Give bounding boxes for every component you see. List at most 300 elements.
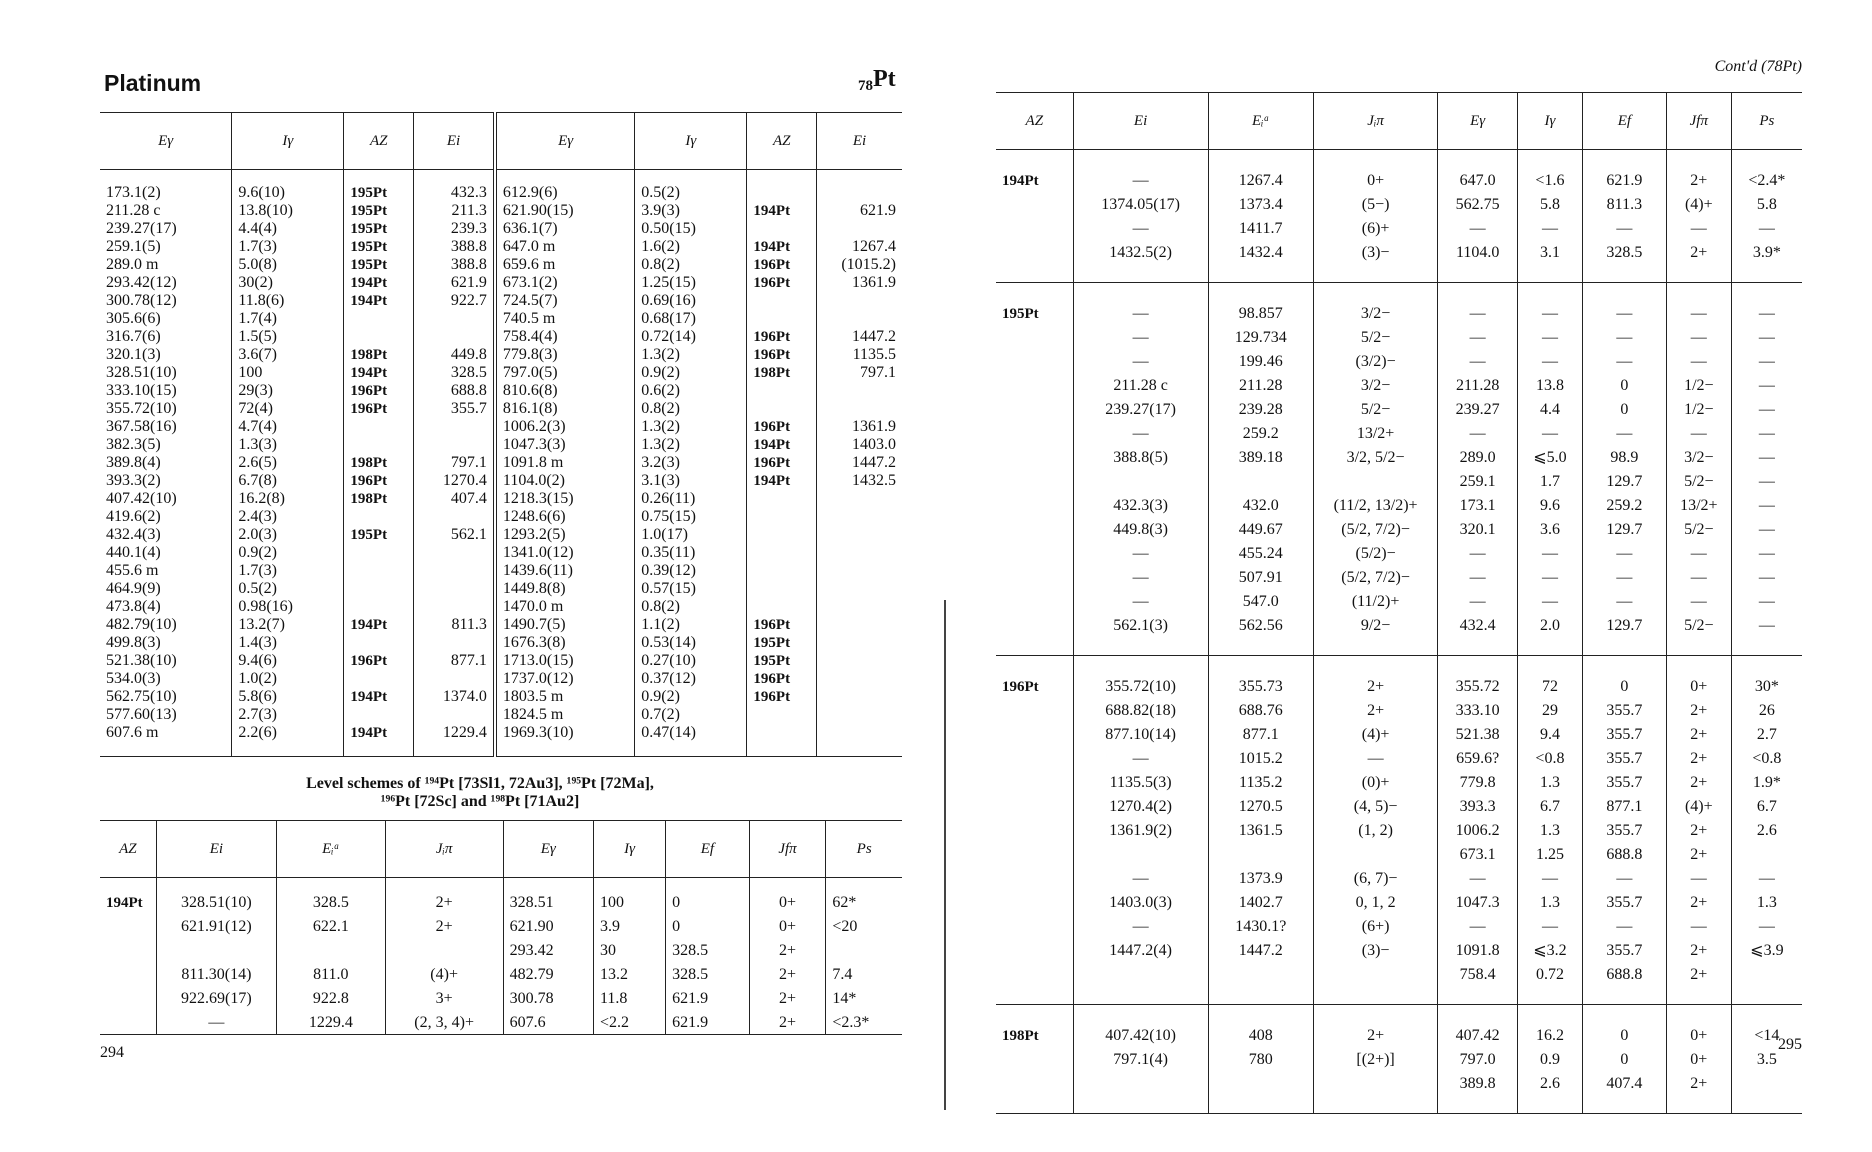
table-cell: — xyxy=(1731,421,1802,445)
table-cell: 98.9 xyxy=(1582,445,1666,469)
gamma-cell: 1.5(5) xyxy=(238,328,277,345)
gamma-cell xyxy=(420,310,487,328)
table-cell: 211.28 c xyxy=(1073,373,1208,397)
gamma-cell: 3.2(3) xyxy=(641,454,680,471)
table-row xyxy=(996,150,1802,193)
gamma-cell: 1470.0 m xyxy=(502,598,564,615)
table-row xyxy=(996,866,1802,890)
table-row xyxy=(996,216,1802,240)
table-cell xyxy=(100,914,156,938)
gamma-cell xyxy=(753,580,810,598)
col-header: Eγ xyxy=(1438,93,1518,150)
gamma-cell: 440.1(4) xyxy=(106,544,161,561)
gamma-cell xyxy=(350,508,407,526)
table-cell: 98.857 xyxy=(1208,283,1313,326)
gamma-cell xyxy=(420,670,487,688)
isotope-label xyxy=(996,698,1073,722)
gamma-cell: 0.68(17) xyxy=(641,310,696,327)
table-cell: 407.42 xyxy=(1438,1005,1518,1048)
gamma-cell: 740.5 m xyxy=(502,310,556,327)
table-cell: 355.7 xyxy=(1582,770,1666,794)
table-cell xyxy=(1208,469,1313,493)
table-cell: 2.7 xyxy=(1731,722,1802,746)
table-cell: 621.9 xyxy=(1582,150,1666,193)
table-row xyxy=(996,613,1802,656)
isotope-label: 195Pt xyxy=(996,283,1073,326)
gamma-cell: 464.9(9) xyxy=(106,580,161,597)
table-cell: 239.28 xyxy=(1208,397,1313,421)
table-cell: 5.8 xyxy=(1731,192,1802,216)
table-cell: — xyxy=(1731,325,1802,349)
table-cell: 797.0 xyxy=(1438,1047,1518,1071)
table-cell: (11/2, 13/2)+ xyxy=(1313,493,1437,517)
gamma-cell: 877.1 xyxy=(450,652,487,669)
table-cell: 328.5 xyxy=(666,962,750,986)
table-cell: 2+ xyxy=(1666,962,1731,1005)
isotope-label xyxy=(996,746,1073,770)
table-cell: — xyxy=(1731,565,1802,589)
table-row xyxy=(996,240,1802,283)
table-cell: 5/2− xyxy=(1313,397,1437,421)
gamma-cell: 1.6(2) xyxy=(641,238,680,255)
table-cell: 407.42(10) xyxy=(1073,1005,1208,1048)
table-cell: 2+ xyxy=(1666,722,1731,746)
table-cell: 2+ xyxy=(385,878,503,915)
isotope-label xyxy=(996,493,1073,517)
gamma-cell: 1248.6(6) xyxy=(502,508,566,525)
gamma-cell: 194Pt xyxy=(350,293,388,309)
table-cell: — xyxy=(1582,349,1666,373)
isotope-label xyxy=(996,373,1073,397)
col-header: Eᵢᵃ xyxy=(1208,93,1313,150)
table-cell: 3.9* xyxy=(1731,240,1802,283)
element-symbol-text: Pt xyxy=(873,66,896,92)
table-row xyxy=(996,469,1802,493)
gamma-cell xyxy=(753,598,810,616)
gamma-cell: 455.6 m xyxy=(106,562,159,579)
gamma-cell: 196Pt xyxy=(350,383,388,399)
table-cell: — xyxy=(1731,373,1802,397)
gamma-cell: 1803.5 m xyxy=(502,688,564,705)
table-cell: 129.7 xyxy=(1582,613,1666,656)
gamma-cell: 2.6(5) xyxy=(238,454,277,471)
table-cell: 355.7 xyxy=(1582,818,1666,842)
table-cell: (3/2)− xyxy=(1313,349,1437,373)
table-cell xyxy=(385,938,503,962)
table-row xyxy=(100,986,902,1010)
table-cell: 239.27 xyxy=(1438,397,1518,421)
table-cell: 355.7 xyxy=(1582,698,1666,722)
table-row xyxy=(996,192,1802,216)
gamma-cell: 3.9(3) xyxy=(641,202,680,219)
table-cell: — xyxy=(1731,397,1802,421)
gamma-cell: 0.57(15) xyxy=(641,580,696,597)
table-cell: 688.76 xyxy=(1208,698,1313,722)
table-row xyxy=(996,565,1802,589)
table-cell: — xyxy=(1582,216,1666,240)
table-cell: — xyxy=(1073,565,1208,589)
table-cell: 2.6 xyxy=(1518,1071,1583,1114)
table-cell: 100 xyxy=(594,878,666,915)
col-header: AZ xyxy=(344,113,414,170)
gamma-cell: 407.42(10) xyxy=(106,490,177,507)
table-cell: — xyxy=(1666,914,1731,938)
isotope-label xyxy=(996,794,1073,818)
table-cell xyxy=(1073,842,1208,866)
gamma-cell: 196Pt xyxy=(753,617,791,633)
table-cell: — xyxy=(1438,914,1518,938)
table-cell xyxy=(1208,842,1313,866)
table-cell: 3+ xyxy=(385,986,503,1010)
gamma-cell xyxy=(420,580,487,598)
gamma-cell xyxy=(823,688,896,706)
gamma-cell xyxy=(420,706,487,724)
table-cell: 758.4 xyxy=(1438,962,1518,1005)
gamma-cell xyxy=(823,580,896,598)
table-cell: (4)+ xyxy=(385,962,503,986)
table-cell: 355.73 xyxy=(1208,656,1313,699)
page-number: 294 xyxy=(100,1044,124,1061)
table-cell: 355.7 xyxy=(1582,938,1666,962)
gamma-cell: 211.28 c xyxy=(106,202,161,219)
gamma-ray-table xyxy=(100,112,902,757)
gamma-cell xyxy=(350,328,407,346)
gamma-cell: 355.72(10) xyxy=(106,400,177,417)
gamma-cell xyxy=(350,580,407,598)
table-cell: 1430.1? xyxy=(1208,914,1313,938)
isotope-label xyxy=(996,349,1073,373)
table-cell: 3/2− xyxy=(1313,283,1437,326)
col-header: Ps xyxy=(826,821,902,878)
gamma-cell: 4.4(4) xyxy=(238,220,277,237)
table-cell: 2+ xyxy=(1666,770,1731,794)
table-cell: 2+ xyxy=(1313,1005,1437,1048)
table-cell: 13.2 xyxy=(594,962,666,986)
gamma-cell: 1229.4 xyxy=(442,724,487,741)
table-cell: 2+ xyxy=(385,914,503,938)
table-cell: — xyxy=(1666,283,1731,326)
table-cell: 0 xyxy=(666,914,750,938)
gamma-cell: 811.3 xyxy=(451,616,487,633)
gamma-cell xyxy=(350,562,407,580)
caption-line: Level schemes of ¹⁹⁴Pt [73Sl1, 72Au3], ¹⁹⁵Pt [72Ma], xyxy=(306,775,654,792)
gamma-cell: 196Pt xyxy=(350,473,388,489)
table-row xyxy=(100,938,902,962)
table-cell: 455.24 xyxy=(1208,541,1313,565)
table-cell: — xyxy=(1438,541,1518,565)
table-cell: 0 xyxy=(1582,656,1666,699)
table-cell: 3.1 xyxy=(1518,240,1583,283)
gamma-cell xyxy=(350,544,407,562)
table-cell: 673.1 xyxy=(1438,842,1518,866)
gamma-cell: 382.3(5) xyxy=(106,436,161,453)
gamma-cell: 194Pt xyxy=(350,689,388,705)
table-cell: 1447.2(4) xyxy=(1073,938,1208,962)
level-scheme-caption xyxy=(230,775,730,811)
gamma-cell: 196Pt xyxy=(350,401,388,417)
gamma-cell: 0.8(2) xyxy=(641,598,680,615)
table-cell: 621.9 xyxy=(666,1010,750,1035)
gamma-cell: 1.3(2) xyxy=(641,436,680,453)
gamma-cell: 1447.2 xyxy=(852,454,896,471)
gamma-cell xyxy=(420,328,487,346)
table-row xyxy=(996,818,1802,842)
gamma-cell xyxy=(823,184,896,202)
isotope-label xyxy=(996,613,1073,656)
gamma-cell: 1135.5 xyxy=(852,346,896,363)
col-header: Iγ xyxy=(232,113,344,170)
isotope-label xyxy=(996,397,1073,421)
table-cell: — xyxy=(1518,589,1583,613)
table-cell: 0+ xyxy=(1313,150,1437,193)
table-cell: 333.10 xyxy=(1438,698,1518,722)
gamma-cell: 2.2(6) xyxy=(238,724,277,741)
gamma-cell: 194Pt xyxy=(350,275,388,291)
table-cell: 3.5 xyxy=(1731,1047,1802,1071)
table-cell: 2+ xyxy=(1666,746,1731,770)
table-cell: 211.28 xyxy=(1438,373,1518,397)
gamma-cell: 196Pt xyxy=(753,275,791,291)
table-cell: 1.3 xyxy=(1518,890,1583,914)
table-cell: 449.8(3) xyxy=(1073,517,1208,541)
gamma-cell xyxy=(420,544,487,562)
gamma-cell: 607.6 m xyxy=(106,724,159,741)
table-cell: — xyxy=(1582,421,1666,445)
gamma-cell: 1218.3(15) xyxy=(502,490,574,507)
gamma-cell xyxy=(753,508,810,526)
table-cell: — xyxy=(1582,589,1666,613)
table-cell: 5/2− xyxy=(1666,613,1731,656)
gamma-cell: 647.0 m xyxy=(502,238,556,255)
gamma-cell: 195Pt xyxy=(753,635,791,651)
table-cell: 7.4 xyxy=(826,962,902,986)
table-cell: 3/2− xyxy=(1313,373,1437,397)
table-cell: 780 xyxy=(1208,1047,1313,1071)
gamma-cell: 1447.2 xyxy=(852,328,896,345)
table-cell: 1411.7 xyxy=(1208,216,1313,240)
gamma-cell: 196Pt xyxy=(753,689,791,705)
gamma-cell: 0.9(2) xyxy=(238,544,277,561)
table-cell: 1.3 xyxy=(1518,770,1583,794)
table-cell: 1.7 xyxy=(1518,469,1583,493)
gamma-cell xyxy=(350,310,407,328)
table-cell: 1432.5(2) xyxy=(1073,240,1208,283)
table-cell: 1373.4 xyxy=(1208,192,1313,216)
ei-column xyxy=(817,170,902,757)
table-cell: 2+ xyxy=(1666,698,1731,722)
table-cell: (3)− xyxy=(1313,938,1437,962)
table-row xyxy=(996,493,1802,517)
table-cell: — xyxy=(1582,283,1666,326)
col-header: AZ xyxy=(747,113,817,170)
gamma-cell: 333.10(15) xyxy=(106,382,177,399)
isotope-label: 194Pt xyxy=(1002,173,1039,189)
table-row xyxy=(996,373,1802,397)
table-cell: 0.72 xyxy=(1518,962,1583,1005)
level-table-header xyxy=(100,821,902,878)
gamma-cell xyxy=(350,598,407,616)
table-cell: 688.8 xyxy=(1582,842,1666,866)
gamma-cell: 0.53(14) xyxy=(641,634,696,651)
table-cell: 621.9 xyxy=(666,986,750,1010)
table-cell: 16.2 xyxy=(1518,1005,1583,1048)
gamma-cell: 30(2) xyxy=(238,274,273,291)
table-cell: 2+ xyxy=(1666,818,1731,842)
table-cell xyxy=(1073,1071,1208,1114)
table-cell: 1091.8 xyxy=(1438,938,1518,962)
table-cell: 129.7 xyxy=(1582,517,1666,541)
isotope-label xyxy=(996,962,1073,1005)
table-cell: 9.6 xyxy=(1518,493,1583,517)
gamma-cell xyxy=(823,706,896,724)
gamma-cell xyxy=(350,634,407,652)
table-cell: 1229.4 xyxy=(276,1010,385,1035)
gamma-cell: 0.5(2) xyxy=(641,184,680,201)
col-header: Jfπ xyxy=(1666,93,1731,150)
isotope-label xyxy=(996,445,1073,469)
gamma-cell: 688.8 xyxy=(450,382,487,399)
table-cell: <0.8 xyxy=(1731,746,1802,770)
gamma-cell xyxy=(823,670,896,688)
table-cell: — xyxy=(1731,469,1802,493)
table-cell: — xyxy=(1666,421,1731,445)
table-cell: 562.75 xyxy=(1438,192,1518,216)
table-cell: — xyxy=(1438,565,1518,589)
isotope-label xyxy=(996,240,1073,283)
gamma-cell: 195Pt xyxy=(350,185,388,201)
gamma-cell: 388.8 xyxy=(450,238,487,255)
gamma-cell: 198Pt xyxy=(350,347,388,363)
gamma-cell: 1490.7(5) xyxy=(502,616,566,633)
table-cell: (6)+ xyxy=(1313,216,1437,240)
table-cell: 1047.3 xyxy=(1438,890,1518,914)
table-cell: 30* xyxy=(1731,656,1802,699)
table-cell: 6.7 xyxy=(1518,794,1583,818)
gamma-cell: 810.6(8) xyxy=(502,382,558,399)
gamma-cell: 100 xyxy=(238,364,263,381)
gamma-cell: 1267.4 xyxy=(852,238,896,255)
igamma-column xyxy=(635,170,747,757)
gamma-cell: 195Pt xyxy=(350,527,388,543)
table-cell: 355.72(10) xyxy=(1073,656,1208,699)
table-cell: 922.69(17) xyxy=(156,986,276,1010)
table-cell: — xyxy=(1518,866,1583,890)
table-cell: 328.5 xyxy=(1582,240,1666,283)
az-column xyxy=(344,170,414,757)
table-cell: 562.56 xyxy=(1208,613,1313,656)
table-row xyxy=(996,325,1802,349)
col-header: Ei xyxy=(1073,93,1208,150)
table-cell: 2+ xyxy=(1666,150,1731,193)
table-cell: — xyxy=(1313,746,1437,770)
table-cell: 482.79 xyxy=(503,962,593,986)
table-cell: 2+ xyxy=(1313,698,1437,722)
gamma-cell: 196Pt xyxy=(753,419,791,435)
isotope-label xyxy=(996,866,1073,890)
gamma-cell: 259.1(5) xyxy=(106,238,161,255)
table-cell: — xyxy=(1518,565,1583,589)
table-cell: 607.6 xyxy=(503,1010,593,1035)
table-cell: 2.0 xyxy=(1518,613,1583,656)
table-cell: — xyxy=(1518,325,1583,349)
table-cell xyxy=(1313,962,1437,1005)
table-row xyxy=(100,962,902,986)
table-cell: (5/2)− xyxy=(1313,541,1437,565)
gamma-cell xyxy=(823,598,896,616)
gamma-cell: 2.7(3) xyxy=(238,706,277,723)
gamma-cell: 9.6(10) xyxy=(238,184,285,201)
gamma-cell: 388.8 xyxy=(450,256,487,273)
isotope-label xyxy=(996,589,1073,613)
table-cell xyxy=(276,938,385,962)
table-cell: 1135.5(3) xyxy=(1073,770,1208,794)
gamma-cell: 300.78(12) xyxy=(106,292,177,309)
gamma-cell xyxy=(823,526,896,544)
table-cell: 407.4 xyxy=(1582,1071,1666,1114)
table-cell: — xyxy=(1666,349,1731,373)
table-cell: 1104.0 xyxy=(1438,240,1518,283)
table-row xyxy=(996,746,1802,770)
gamma-cell: 407.4 xyxy=(450,490,487,507)
table-row xyxy=(996,1005,1802,1048)
gamma-cell xyxy=(420,634,487,652)
col-header: Jfπ xyxy=(749,821,826,878)
table-cell: — xyxy=(1666,541,1731,565)
gamma-cell xyxy=(420,562,487,580)
table-cell: 1267.4 xyxy=(1208,150,1313,193)
table-cell: 129.734 xyxy=(1208,325,1313,349)
table-row xyxy=(996,1071,1802,1114)
gamma-cell: 328.51(10) xyxy=(106,364,177,381)
table-cell: — xyxy=(1073,914,1208,938)
level-table-header xyxy=(996,93,1802,150)
table-cell: 811.0 xyxy=(276,962,385,986)
table-cell: 1135.2 xyxy=(1208,770,1313,794)
table-cell: 2+ xyxy=(749,986,826,1010)
gamma-cell: 0.39(12) xyxy=(641,562,696,579)
table-cell: 9/2− xyxy=(1313,613,1437,656)
col-header: Eᵢᵃ xyxy=(276,821,385,878)
table-cell: 13/2+ xyxy=(1666,493,1731,517)
table-cell: — xyxy=(1582,325,1666,349)
table-cell: 1270.5 xyxy=(1208,794,1313,818)
gamma-cell: 195Pt xyxy=(350,221,388,237)
table-cell: 0.9 xyxy=(1518,1047,1583,1071)
col-header: Eγ xyxy=(495,113,635,170)
col-header: Ei xyxy=(156,821,276,878)
table-row xyxy=(996,914,1802,938)
gamma-cell: 195Pt xyxy=(350,239,388,255)
gamma-cell xyxy=(823,292,896,310)
table-cell: 0+ xyxy=(749,914,826,938)
gamma-cell: 194Pt xyxy=(753,203,791,219)
gamma-cell: 659.6 m xyxy=(502,256,556,273)
table-cell: <2.3* xyxy=(826,1010,902,1035)
egamma-column xyxy=(100,170,232,757)
table-cell: — xyxy=(1518,216,1583,240)
table-cell: 811.30(14) xyxy=(156,962,276,986)
table-cell: (4, 5)− xyxy=(1313,794,1437,818)
gamma-cell: 239.27(17) xyxy=(106,220,177,237)
table-cell: — xyxy=(1438,866,1518,890)
table-cell: 621.90 xyxy=(503,914,593,938)
gamma-cell: 1439.6(11) xyxy=(502,562,573,579)
table-cell xyxy=(1208,1071,1313,1114)
table-cell: (1, 2) xyxy=(1313,818,1437,842)
table-cell: 5.8 xyxy=(1518,192,1583,216)
gamma-cell xyxy=(753,562,810,580)
table-row xyxy=(996,698,1802,722)
